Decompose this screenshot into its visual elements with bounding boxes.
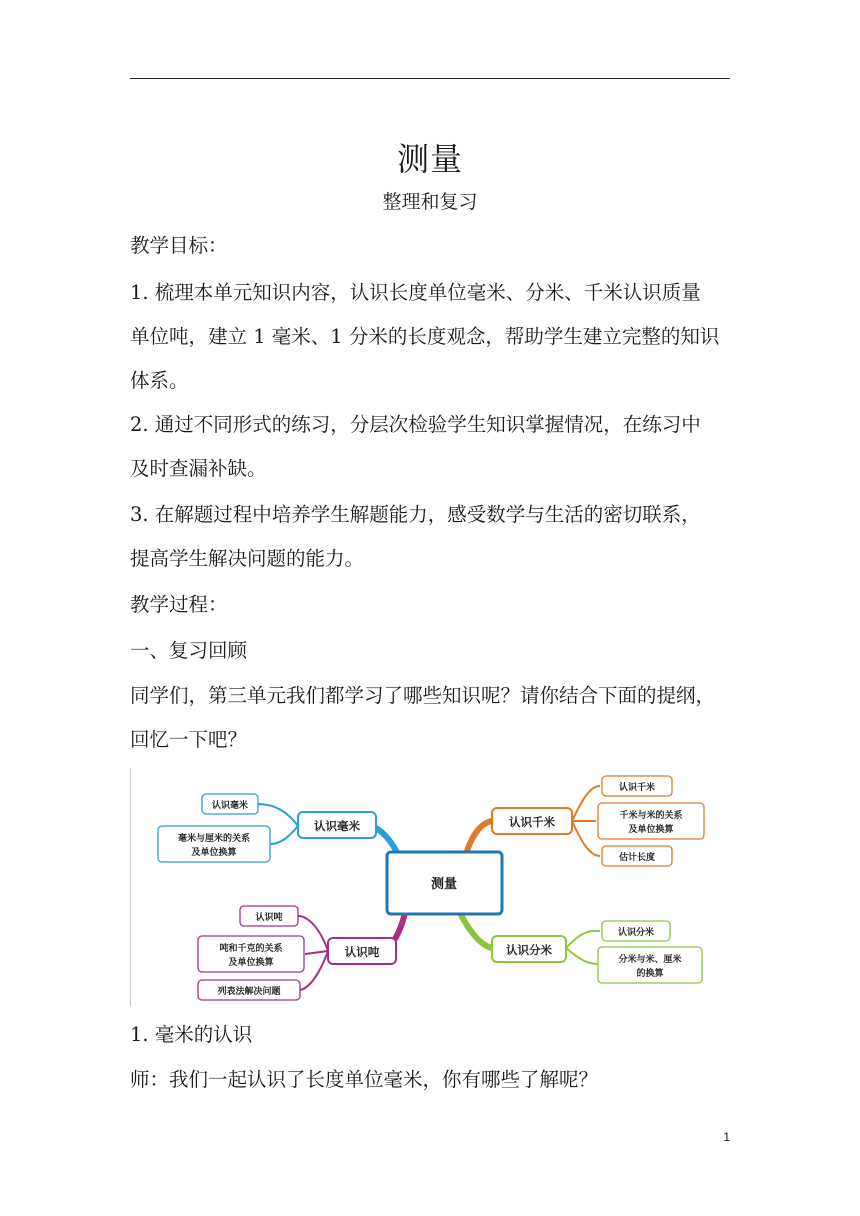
page-subtitle: 整理和复习 — [382, 191, 478, 213]
goal-1-line-3: 体系。 — [130, 369, 189, 392]
leaf-dm-2-label-2: 的换算 — [636, 969, 664, 979]
goal-3-line-1: 3. 在解题过程中培养学生解题能力，感受数学与生活的密切联系， — [130, 503, 701, 526]
intro-line-2: 回忆一下吧？ — [130, 728, 248, 751]
goal-1-line-2: 单位吨，建立 1 毫米、1 分米的长度观念，帮助学生建立完整的知识 — [130, 325, 720, 348]
branch-dm-label: 认识分米 — [506, 943, 552, 957]
branch-km-label: 认识千米 — [509, 815, 555, 829]
leaf-km-2-label-2: 及单位换算 — [628, 825, 674, 835]
intro-line-1: 同学们，第三单元我们都学习了哪些知识呢？请你结合下面的提纲， — [130, 684, 716, 707]
goal-2-line-1: 2. 通过不同形式的练习，分层次检验学生知识掌握情况，在练习中 — [130, 413, 701, 436]
leaf-ton-1-label: 认识吨 — [255, 913, 283, 923]
goal-3-line-2: 提高学生解决问题的能力。 — [130, 547, 365, 570]
leaf-dm-1-label: 认识分米 — [617, 928, 655, 938]
mindmap-center-label: 测量 — [430, 877, 458, 892]
branch-ton-label: 认识吨 — [344, 945, 380, 959]
header-rule — [130, 78, 730, 79]
leaf-mm-2-label-1: 毫米与厘米的关系 — [177, 834, 251, 844]
mindmap-diagram — [130, 768, 730, 1008]
leaf-km-2-label-1: 千米与米的关系 — [619, 811, 683, 821]
leaf-mm-1-label: 认识毫米 — [211, 801, 249, 811]
goals-heading: 教学目标： — [130, 234, 228, 257]
branch-mm-label: 认识毫米 — [314, 819, 360, 833]
connector-center-dm — [460, 913, 492, 948]
process-heading: 教学过程： — [130, 593, 228, 616]
leaf-ton-2-label-2: 及单位换算 — [228, 958, 274, 968]
leaf-ton-2-label-1: 吨和千克的关系 — [219, 944, 283, 954]
leaf-km-1-label: 认识千米 — [618, 783, 656, 793]
teacher-line: 师：我们一起认识了长度单位毫米，你有哪些了解呢？ — [130, 1068, 599, 1091]
leaf-km-3-label: 估计长度 — [618, 853, 656, 863]
goal-1-line-1: 1. 梳理本单元知识内容，认识长度单位毫米、分米、千米认识质量 — [130, 281, 701, 304]
leaf-dm-2-label-1: 分米与米、厘米 — [618, 955, 682, 965]
goal-2-line-2: 及时查漏补缺。 — [130, 457, 267, 480]
leaf-mm-2-label-2: 及单位换算 — [191, 848, 237, 858]
leaf-ton-3-label: 列表法解决问题 — [217, 987, 281, 997]
subheading-millimeter: 1. 毫米的认识 — [130, 1023, 253, 1046]
section-heading-review: 一、复习回顾 — [130, 639, 248, 662]
page-number: 1 — [723, 1130, 730, 1144]
page-title: 测量 — [396, 140, 463, 178]
